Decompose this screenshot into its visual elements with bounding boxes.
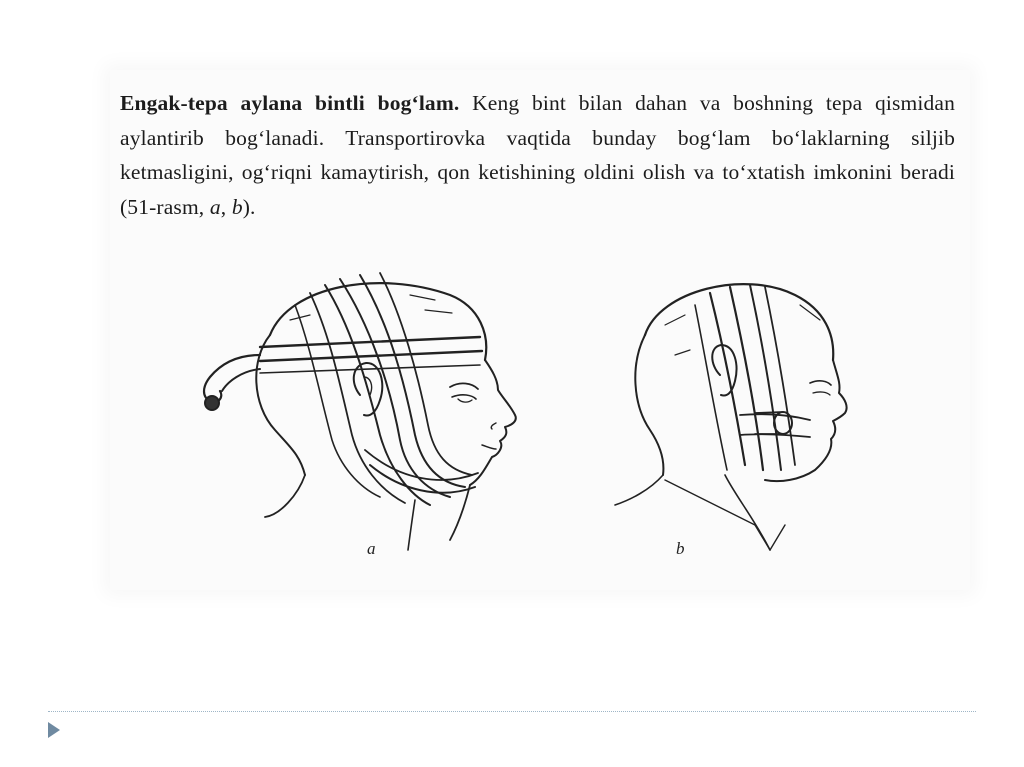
triangle-right-icon [48,722,60,738]
paragraph-ref-a: a [209,194,221,219]
paragraph [120,86,955,224]
paragraph-end: ). [242,194,256,219]
figure-a-caption: a [367,539,376,558]
figure-b-illustration [605,265,865,565]
footer-divider [48,711,976,712]
figure-b-caption: b [676,539,685,558]
paragraph-ref-sep: , [220,194,232,219]
figure-a-illustration [180,265,540,565]
paragraph-body: Keng bint bilan dahan va boshning tepa qismidan aylantirib bog‘lanadi. Transportirovka vaqtida bunday bog‘lam bo‘laklarning siljib ketmasligini, og‘riqni kamaytirish, qon ketishining oldini olish va to‘xtatish imkonini beradi (51-rasm, [120,91,956,219]
paragraph-lead: Engak-tepa aylana bintli bog‘lam. [120,91,460,115]
paragraph-ref-b: b [231,194,243,219]
